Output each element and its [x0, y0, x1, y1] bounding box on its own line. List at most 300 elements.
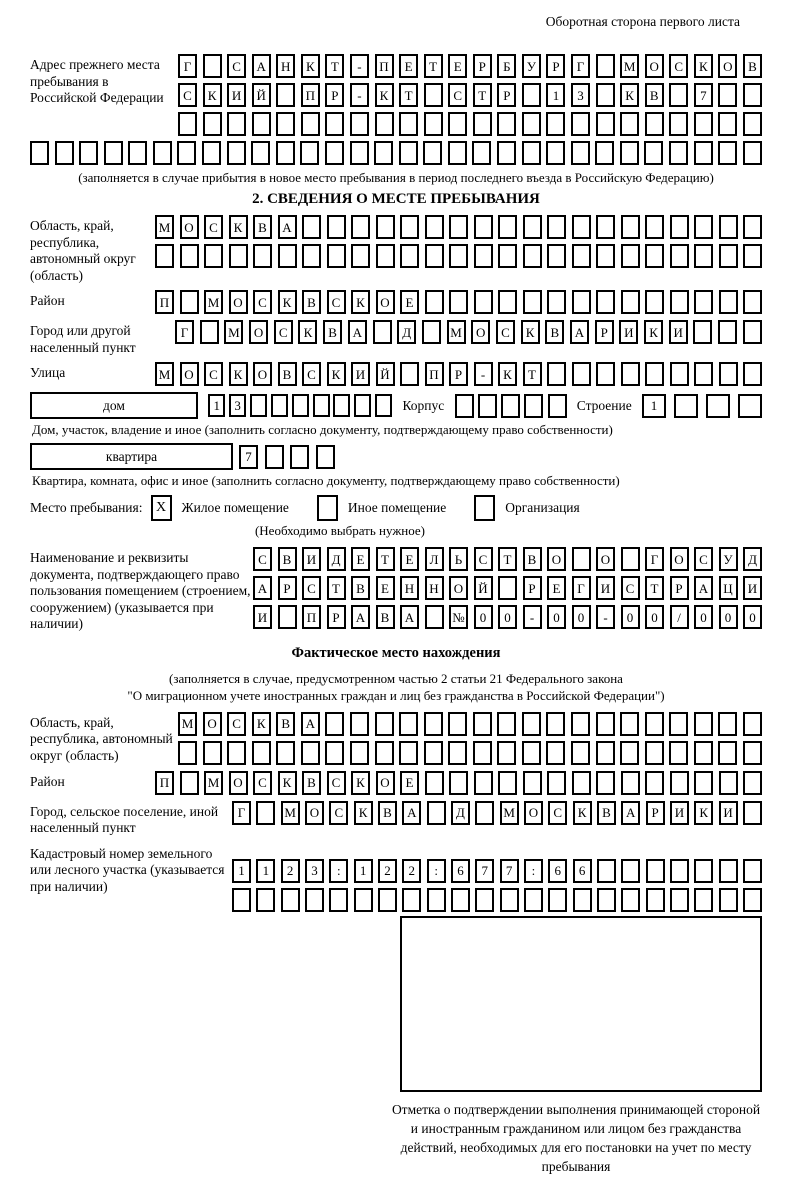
- char-cell[interactable]: [572, 362, 591, 386]
- char-cell[interactable]: [402, 888, 421, 912]
- char-cell[interactable]: [448, 112, 467, 136]
- char-cell[interactable]: [252, 112, 271, 136]
- char-cell[interactable]: [718, 83, 737, 107]
- char-cell[interactable]: [644, 141, 663, 165]
- char-cell[interactable]: С: [302, 362, 321, 386]
- char-cell[interactable]: [743, 141, 762, 165]
- char-cell[interactable]: [694, 244, 713, 268]
- char-cell[interactable]: И: [596, 576, 615, 600]
- char-cell[interactable]: К: [229, 215, 248, 239]
- char-cell[interactable]: [719, 771, 738, 795]
- char-cell[interactable]: [325, 741, 344, 765]
- char-cell[interactable]: П: [375, 54, 394, 78]
- char-cell[interactable]: [719, 859, 738, 883]
- char-cell[interactable]: [155, 244, 174, 268]
- char-cell[interactable]: [325, 712, 344, 736]
- char-cell[interactable]: [327, 244, 346, 268]
- char-cell[interactable]: [718, 712, 737, 736]
- char-cell[interactable]: [547, 244, 566, 268]
- char-cell[interactable]: Д: [397, 320, 416, 344]
- char-cell[interactable]: [694, 290, 713, 314]
- char-cell[interactable]: [229, 244, 248, 268]
- char-cell[interactable]: Р: [449, 362, 468, 386]
- char-cell[interactable]: [572, 771, 591, 795]
- char-cell[interactable]: И: [302, 547, 321, 571]
- char-cell[interactable]: [595, 141, 614, 165]
- char-cell[interactable]: [474, 244, 493, 268]
- char-cell[interactable]: А: [621, 801, 640, 825]
- char-cell[interactable]: [281, 888, 300, 912]
- char-cell[interactable]: [621, 290, 640, 314]
- char-cell[interactable]: В: [302, 290, 321, 314]
- char-cell[interactable]: [743, 741, 762, 765]
- char-cell[interactable]: [424, 712, 443, 736]
- char-cell[interactable]: [178, 741, 197, 765]
- char-cell[interactable]: 0: [547, 605, 566, 629]
- char-cell[interactable]: Р: [278, 576, 297, 600]
- char-cell[interactable]: 3: [229, 394, 246, 417]
- char-cell[interactable]: Е: [547, 576, 566, 600]
- char-cell[interactable]: С: [274, 320, 293, 344]
- char-cell[interactable]: [329, 888, 348, 912]
- char-cell[interactable]: [694, 215, 713, 239]
- char-cell[interactable]: М: [620, 54, 639, 78]
- char-cell[interactable]: [378, 888, 397, 912]
- char-cell[interactable]: Й: [252, 83, 271, 107]
- char-cell[interactable]: [316, 445, 335, 469]
- char-cell[interactable]: [399, 112, 418, 136]
- char-cell[interactable]: [524, 394, 543, 418]
- char-cell[interactable]: [571, 712, 590, 736]
- char-cell[interactable]: [547, 771, 566, 795]
- char-cell[interactable]: [472, 141, 491, 165]
- char-cell[interactable]: Д: [743, 547, 762, 571]
- char-cell[interactable]: С: [253, 771, 272, 795]
- char-cell[interactable]: [425, 215, 444, 239]
- char-cell[interactable]: И: [719, 801, 738, 825]
- char-cell[interactable]: [743, 290, 762, 314]
- char-cell[interactable]: [302, 215, 321, 239]
- char-cell[interactable]: [621, 859, 640, 883]
- char-cell[interactable]: К: [354, 801, 373, 825]
- char-cell[interactable]: [523, 244, 542, 268]
- char-cell[interactable]: [313, 394, 330, 417]
- char-cell[interactable]: В: [302, 771, 321, 795]
- char-cell[interactable]: [400, 362, 419, 386]
- char-cell[interactable]: [620, 112, 639, 136]
- char-cell[interactable]: В: [278, 362, 297, 386]
- checkbox-organizatsiya[interactable]: [474, 495, 495, 521]
- char-cell[interactable]: М: [500, 801, 519, 825]
- char-cell[interactable]: М: [224, 320, 243, 344]
- char-cell[interactable]: [325, 112, 344, 136]
- char-cell[interactable]: О: [547, 547, 566, 571]
- char-cell[interactable]: [522, 112, 541, 136]
- char-cell[interactable]: [227, 112, 246, 136]
- char-cell[interactable]: [451, 888, 470, 912]
- char-cell[interactable]: В: [743, 54, 762, 78]
- char-cell[interactable]: [256, 888, 275, 912]
- char-cell[interactable]: О: [471, 320, 490, 344]
- char-cell[interactable]: [399, 741, 418, 765]
- char-cell[interactable]: О: [524, 801, 543, 825]
- char-cell[interactable]: [30, 141, 49, 165]
- char-cell[interactable]: Е: [400, 547, 419, 571]
- char-cell[interactable]: [621, 888, 640, 912]
- char-cell[interactable]: [204, 244, 223, 268]
- char-cell[interactable]: В: [645, 83, 664, 107]
- char-cell[interactable]: [743, 215, 762, 239]
- char-cell[interactable]: В: [545, 320, 564, 344]
- char-cell[interactable]: О: [449, 576, 468, 600]
- char-cell[interactable]: [354, 888, 373, 912]
- char-cell[interactable]: Л: [425, 547, 444, 571]
- char-cell[interactable]: Т: [498, 547, 517, 571]
- char-cell[interactable]: М: [281, 801, 300, 825]
- char-cell[interactable]: [448, 741, 467, 765]
- char-cell[interactable]: [128, 141, 147, 165]
- char-cell[interactable]: 0: [719, 605, 738, 629]
- char-cell[interactable]: [350, 741, 369, 765]
- char-cell[interactable]: Т: [424, 54, 443, 78]
- char-cell[interactable]: [645, 112, 664, 136]
- char-cell[interactable]: В: [323, 320, 342, 344]
- char-cell[interactable]: Ц: [719, 576, 738, 600]
- char-cell[interactable]: А: [301, 712, 320, 736]
- char-cell[interactable]: Т: [473, 83, 492, 107]
- char-cell[interactable]: [670, 859, 689, 883]
- char-cell[interactable]: О: [229, 290, 248, 314]
- char-cell[interactable]: [670, 771, 689, 795]
- char-cell[interactable]: О: [596, 547, 615, 571]
- char-cell[interactable]: К: [278, 771, 297, 795]
- char-cell[interactable]: К: [644, 320, 663, 344]
- char-cell[interactable]: С: [621, 576, 640, 600]
- char-cell[interactable]: И: [670, 801, 689, 825]
- char-cell[interactable]: К: [301, 54, 320, 78]
- char-cell[interactable]: Н: [400, 576, 419, 600]
- char-cell[interactable]: [572, 244, 591, 268]
- char-cell[interactable]: [498, 244, 517, 268]
- char-cell[interactable]: [670, 290, 689, 314]
- char-cell[interactable]: [177, 141, 196, 165]
- char-cell[interactable]: Г: [572, 576, 591, 600]
- char-cell[interactable]: [449, 771, 468, 795]
- char-cell[interactable]: П: [425, 362, 444, 386]
- char-cell[interactable]: [670, 244, 689, 268]
- char-cell[interactable]: [670, 215, 689, 239]
- char-cell[interactable]: [478, 394, 497, 418]
- char-cell[interactable]: [596, 712, 615, 736]
- char-cell[interactable]: Р: [670, 576, 689, 600]
- char-cell[interactable]: [694, 888, 713, 912]
- char-cell[interactable]: [473, 712, 492, 736]
- char-cell[interactable]: /: [670, 605, 689, 629]
- char-cell[interactable]: -: [523, 605, 542, 629]
- char-cell[interactable]: А: [694, 576, 713, 600]
- char-cell[interactable]: [251, 141, 270, 165]
- char-cell[interactable]: [475, 801, 494, 825]
- char-cell[interactable]: 7: [475, 859, 494, 883]
- char-cell[interactable]: [425, 290, 444, 314]
- char-cell[interactable]: [572, 547, 591, 571]
- char-cell[interactable]: Р: [595, 320, 614, 344]
- char-cell[interactable]: М: [204, 290, 223, 314]
- char-cell[interactable]: [300, 141, 319, 165]
- char-cell[interactable]: [743, 801, 762, 825]
- char-cell[interactable]: [694, 112, 713, 136]
- char-cell[interactable]: [425, 605, 444, 629]
- char-cell[interactable]: [718, 320, 737, 344]
- char-cell[interactable]: -: [350, 54, 369, 78]
- char-cell[interactable]: П: [155, 771, 174, 795]
- char-cell[interactable]: И: [227, 83, 246, 107]
- char-cell[interactable]: [524, 888, 543, 912]
- char-cell[interactable]: Й: [376, 362, 395, 386]
- char-cell[interactable]: [572, 290, 591, 314]
- char-cell[interactable]: С: [669, 54, 688, 78]
- char-cell[interactable]: [276, 141, 295, 165]
- char-cell[interactable]: [376, 215, 395, 239]
- char-cell[interactable]: О: [645, 54, 664, 78]
- char-cell[interactable]: Т: [376, 547, 395, 571]
- char-cell[interactable]: Р: [646, 801, 665, 825]
- char-cell[interactable]: [79, 141, 98, 165]
- char-cell[interactable]: П: [301, 83, 320, 107]
- char-cell[interactable]: [180, 290, 199, 314]
- char-cell[interactable]: -: [596, 605, 615, 629]
- char-cell[interactable]: Е: [399, 54, 418, 78]
- char-cell[interactable]: [596, 290, 615, 314]
- char-cell[interactable]: М: [204, 771, 223, 795]
- char-cell[interactable]: [301, 112, 320, 136]
- char-cell[interactable]: [596, 771, 615, 795]
- char-cell[interactable]: [253, 244, 272, 268]
- char-cell[interactable]: [522, 712, 541, 736]
- char-cell[interactable]: О: [253, 362, 272, 386]
- char-cell[interactable]: А: [570, 320, 589, 344]
- char-cell[interactable]: К: [351, 771, 370, 795]
- char-cell[interactable]: В: [253, 215, 272, 239]
- char-cell[interactable]: [694, 741, 713, 765]
- char-cell[interactable]: А: [351, 605, 370, 629]
- char-cell[interactable]: К: [694, 54, 713, 78]
- char-cell[interactable]: [200, 320, 219, 344]
- char-cell[interactable]: М: [155, 362, 174, 386]
- char-cell[interactable]: У: [719, 547, 738, 571]
- char-cell[interactable]: [232, 888, 251, 912]
- char-cell[interactable]: [694, 712, 713, 736]
- char-cell[interactable]: [743, 888, 762, 912]
- char-cell[interactable]: [374, 141, 393, 165]
- char-cell[interactable]: 2: [281, 859, 300, 883]
- char-cell[interactable]: А: [253, 576, 272, 600]
- char-cell[interactable]: О: [670, 547, 689, 571]
- char-cell[interactable]: Т: [523, 362, 542, 386]
- char-cell[interactable]: 0: [498, 605, 517, 629]
- char-cell[interactable]: [250, 394, 267, 417]
- char-cell[interactable]: [292, 394, 309, 417]
- char-cell[interactable]: [178, 112, 197, 136]
- char-cell[interactable]: [474, 771, 493, 795]
- char-cell[interactable]: 6: [451, 859, 470, 883]
- char-cell[interactable]: №: [449, 605, 468, 629]
- char-cell[interactable]: [743, 112, 762, 136]
- char-cell[interactable]: [548, 888, 567, 912]
- char-cell[interactable]: [669, 741, 688, 765]
- char-cell[interactable]: С: [694, 547, 713, 571]
- char-cell[interactable]: К: [298, 320, 317, 344]
- char-cell[interactable]: [423, 141, 442, 165]
- char-cell[interactable]: [497, 141, 516, 165]
- char-cell[interactable]: [350, 141, 369, 165]
- char-cell[interactable]: [694, 141, 713, 165]
- char-cell[interactable]: Т: [327, 576, 346, 600]
- char-cell[interactable]: [645, 771, 664, 795]
- char-cell[interactable]: С: [548, 801, 567, 825]
- char-cell[interactable]: [227, 141, 246, 165]
- char-cell[interactable]: Г: [175, 320, 194, 344]
- char-cell[interactable]: К: [498, 362, 517, 386]
- char-cell[interactable]: [265, 445, 284, 469]
- char-cell[interactable]: М: [178, 712, 197, 736]
- char-cell[interactable]: Е: [400, 771, 419, 795]
- char-cell[interactable]: С: [329, 801, 348, 825]
- char-cell[interactable]: [474, 290, 493, 314]
- char-cell[interactable]: [427, 801, 446, 825]
- char-cell[interactable]: 0: [621, 605, 640, 629]
- char-cell[interactable]: [670, 362, 689, 386]
- char-cell[interactable]: О: [180, 362, 199, 386]
- char-cell[interactable]: И: [253, 605, 272, 629]
- char-cell[interactable]: [669, 83, 688, 107]
- char-cell[interactable]: [424, 741, 443, 765]
- char-cell[interactable]: М: [447, 320, 466, 344]
- char-cell[interactable]: С: [227, 712, 246, 736]
- char-cell[interactable]: 3: [305, 859, 324, 883]
- char-cell[interactable]: С: [253, 290, 272, 314]
- char-cell[interactable]: [645, 362, 664, 386]
- char-cell[interactable]: 0: [474, 605, 493, 629]
- char-cell[interactable]: [449, 244, 468, 268]
- char-cell[interactable]: 0: [694, 605, 713, 629]
- char-cell[interactable]: [276, 83, 295, 107]
- char-cell[interactable]: О: [305, 801, 324, 825]
- char-cell[interactable]: 1: [642, 394, 666, 418]
- char-cell[interactable]: [350, 112, 369, 136]
- char-cell[interactable]: [422, 320, 441, 344]
- char-cell[interactable]: 0: [645, 605, 664, 629]
- char-cell[interactable]: С: [327, 771, 346, 795]
- char-cell[interactable]: [547, 290, 566, 314]
- char-cell[interactable]: [669, 112, 688, 136]
- char-cell[interactable]: [645, 290, 664, 314]
- char-cell[interactable]: В: [276, 712, 295, 736]
- char-cell[interactable]: А: [402, 801, 421, 825]
- char-cell[interactable]: [596, 741, 615, 765]
- char-cell[interactable]: [523, 290, 542, 314]
- char-cell[interactable]: [693, 320, 712, 344]
- char-cell[interactable]: [669, 712, 688, 736]
- char-cell[interactable]: [498, 215, 517, 239]
- char-cell[interactable]: [645, 741, 664, 765]
- char-cell[interactable]: К: [573, 801, 592, 825]
- char-cell[interactable]: [500, 888, 519, 912]
- char-cell[interactable]: Д: [451, 801, 470, 825]
- char-cell[interactable]: -: [474, 362, 493, 386]
- char-cell[interactable]: [596, 83, 615, 107]
- char-cell[interactable]: [400, 215, 419, 239]
- char-cell[interactable]: Р: [523, 576, 542, 600]
- char-cell[interactable]: Н: [425, 576, 444, 600]
- char-cell[interactable]: [743, 83, 762, 107]
- char-cell[interactable]: Т: [399, 83, 418, 107]
- char-cell[interactable]: [203, 54, 222, 78]
- char-cell[interactable]: [256, 801, 275, 825]
- char-cell[interactable]: [375, 712, 394, 736]
- char-cell[interactable]: Е: [351, 547, 370, 571]
- char-cell[interactable]: [621, 244, 640, 268]
- char-cell[interactable]: [276, 741, 295, 765]
- char-cell[interactable]: А: [278, 215, 297, 239]
- char-cell[interactable]: [596, 244, 615, 268]
- char-cell[interactable]: [572, 215, 591, 239]
- char-cell[interactable]: [694, 362, 713, 386]
- char-cell[interactable]: Р: [327, 605, 346, 629]
- char-cell[interactable]: 3: [571, 83, 590, 107]
- char-cell[interactable]: [646, 888, 665, 912]
- char-cell[interactable]: 7: [500, 859, 519, 883]
- char-cell[interactable]: 7: [239, 445, 258, 469]
- char-cell[interactable]: [522, 141, 541, 165]
- char-cell[interactable]: [278, 244, 297, 268]
- char-cell[interactable]: [399, 712, 418, 736]
- char-cell[interactable]: [597, 859, 616, 883]
- char-cell[interactable]: [743, 320, 762, 344]
- char-cell[interactable]: 1: [354, 859, 373, 883]
- char-cell[interactable]: Й: [474, 576, 493, 600]
- char-cell[interactable]: К: [620, 83, 639, 107]
- char-cell[interactable]: [55, 141, 74, 165]
- char-cell[interactable]: [547, 215, 566, 239]
- char-cell[interactable]: [424, 112, 443, 136]
- char-cell[interactable]: С: [227, 54, 246, 78]
- char-cell[interactable]: П: [155, 290, 174, 314]
- char-cell[interactable]: [399, 141, 418, 165]
- char-cell[interactable]: Г: [232, 801, 251, 825]
- char-cell[interactable]: [424, 83, 443, 107]
- checkbox-zhiloe[interactable]: X: [151, 495, 172, 521]
- char-cell[interactable]: В: [376, 605, 395, 629]
- char-cell[interactable]: Р: [473, 54, 492, 78]
- char-cell[interactable]: С: [327, 290, 346, 314]
- char-cell[interactable]: [645, 215, 664, 239]
- char-cell[interactable]: Е: [376, 576, 395, 600]
- char-cell[interactable]: [278, 605, 297, 629]
- char-cell[interactable]: [596, 54, 615, 78]
- char-cell[interactable]: [621, 547, 640, 571]
- char-cell[interactable]: В: [278, 547, 297, 571]
- char-cell[interactable]: [620, 741, 639, 765]
- char-cell[interactable]: [474, 215, 493, 239]
- char-cell[interactable]: [327, 215, 346, 239]
- char-cell[interactable]: [301, 741, 320, 765]
- char-cell[interactable]: [305, 888, 324, 912]
- char-cell[interactable]: [333, 394, 350, 417]
- char-cell[interactable]: Б: [497, 54, 516, 78]
- char-cell[interactable]: Г: [645, 547, 664, 571]
- char-cell[interactable]: 1: [232, 859, 251, 883]
